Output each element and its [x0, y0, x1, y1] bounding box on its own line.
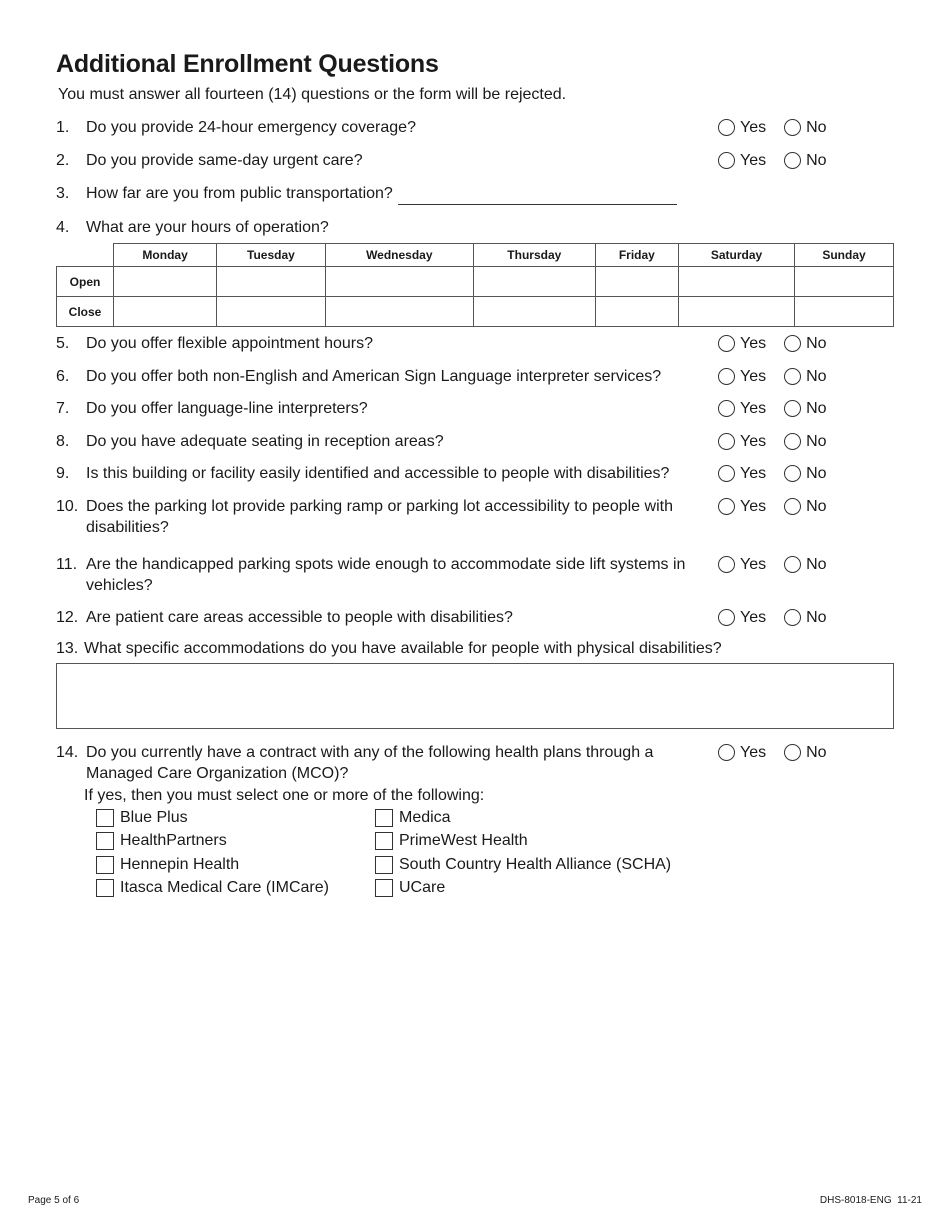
question-2 [56, 150, 716, 171]
radio-no[interactable] [784, 433, 801, 450]
checkbox-box[interactable] [375, 832, 393, 850]
radio-yes[interactable] [718, 556, 735, 573]
hours-cell[interactable] [473, 267, 595, 297]
yes-option[interactable] [718, 607, 766, 628]
checkbox-hennepin-health[interactable] [96, 856, 239, 874]
no-option[interactable] [784, 554, 826, 575]
no-label: No [806, 119, 827, 136]
radio-yes[interactable] [718, 335, 735, 352]
question-12 [56, 607, 716, 628]
question-number: 8. [56, 433, 70, 450]
checkbox-healthpartners[interactable] [96, 832, 227, 850]
no-option[interactable] [784, 366, 826, 387]
question-number: 1. [56, 119, 70, 136]
hours-cell[interactable] [595, 297, 678, 327]
radio-no[interactable] [784, 556, 801, 573]
yes-option[interactable] [718, 366, 766, 387]
hours-of-operation-table [56, 243, 894, 327]
question-text: Does the parking lot provide parking ramp or parking lot accessibility to people with disabilities? [86, 498, 673, 536]
radio-no[interactable] [784, 744, 801, 761]
yes-option[interactable] [718, 554, 766, 575]
mco-prompt: If yes, then you must select one or more of the following: [84, 787, 485, 804]
question-text: Do you have adequate seating in reception areas? [86, 433, 444, 450]
checkbox-medica[interactable] [375, 809, 451, 827]
day-header: Friday [595, 244, 678, 267]
hours-cell[interactable] [678, 267, 794, 297]
checkbox-box[interactable] [96, 809, 114, 827]
yes-label: Yes [740, 152, 767, 169]
hours-cell[interactable] [325, 297, 473, 327]
radio-no[interactable] [784, 400, 801, 417]
checkbox-label: HealthPartners [120, 832, 227, 849]
yes-no-group-2 [718, 150, 845, 171]
radio-yes[interactable] [718, 152, 735, 169]
radio-no[interactable] [784, 368, 801, 385]
question-number: 11. [56, 556, 78, 573]
table-row-open [57, 267, 894, 297]
table-corner [57, 244, 114, 267]
no-option[interactable] [784, 742, 826, 763]
no-option[interactable] [784, 463, 826, 484]
hours-cell[interactable] [595, 267, 678, 297]
no-option[interactable] [784, 333, 826, 354]
transportation-distance-field[interactable] [398, 204, 677, 205]
row-label: Open [57, 267, 114, 297]
yes-label: Yes [740, 400, 767, 417]
radio-no[interactable] [784, 498, 801, 515]
question-text: Do you offer both non-English and American Sign Language interpreter services? [86, 368, 662, 385]
hours-cell[interactable] [114, 297, 217, 327]
hours-cell[interactable] [217, 297, 325, 327]
hours-cell[interactable] [473, 297, 595, 327]
question-text: Do you provide same-day urgent care? [86, 152, 363, 169]
radio-yes[interactable] [718, 119, 735, 136]
no-label: No [806, 400, 827, 417]
yes-no-group-11 [718, 554, 845, 575]
question-number: 7. [56, 400, 70, 417]
yes-option[interactable] [718, 742, 766, 763]
checkbox-label: UCare [399, 879, 446, 896]
question-number: 2. [56, 152, 70, 169]
no-label: No [806, 368, 827, 385]
question-text: Do you offer language-line interpreters? [86, 400, 368, 417]
no-option[interactable] [784, 431, 826, 452]
yes-no-group-14 [718, 742, 845, 763]
form-id: DHS-8018-ENG 11-21 [819, 1195, 922, 1206]
checkbox-box[interactable] [375, 879, 393, 897]
question-number: 3. [56, 185, 70, 202]
question-13 [56, 638, 876, 659]
question-text: Are patient care areas accessible to people with disabilities? [86, 609, 513, 626]
yes-label: Yes [740, 609, 767, 626]
question-number: 14. [56, 744, 79, 761]
yes-option[interactable] [718, 398, 766, 419]
no-label: No [806, 433, 827, 450]
yes-no-group-9 [718, 463, 845, 484]
radio-yes[interactable] [718, 744, 735, 761]
yes-label: Yes [740, 556, 767, 573]
radio-no[interactable] [784, 152, 801, 169]
question-text: What are your hours of operation? [86, 219, 329, 236]
checkbox-ucare[interactable] [375, 879, 445, 897]
yes-no-group-6 [718, 366, 845, 387]
no-label: No [806, 465, 827, 482]
question-text: What specific accommodations do you have available for people with physical disabilities? [84, 640, 722, 657]
yes-no-group-12 [718, 607, 845, 628]
no-option[interactable] [784, 496, 826, 517]
question-14 [56, 742, 696, 784]
question-4 [56, 217, 716, 238]
checkbox-box[interactable] [375, 809, 393, 827]
checkbox-primewest-health[interactable] [375, 832, 528, 850]
checkbox-label: Itasca Medical Care (IMCare) [120, 879, 329, 896]
yes-no-group-8 [718, 431, 845, 452]
yes-no-group-5 [718, 333, 845, 354]
no-option[interactable] [784, 398, 826, 419]
yes-option[interactable] [718, 333, 766, 354]
question-text: Is this building or facility easily identified and accessible to people with disabilities? [86, 465, 670, 482]
yes-no-group-10 [718, 496, 845, 517]
table-header-row [57, 244, 894, 267]
accommodations-textarea[interactable] [56, 663, 894, 729]
question-3 [56, 183, 716, 204]
hours-cell[interactable] [678, 297, 794, 327]
checkbox-blue-plus[interactable] [96, 809, 188, 827]
question-number: 6. [56, 368, 70, 385]
yes-label: Yes [740, 744, 767, 761]
page-title: Additional Enrollment Questions [56, 50, 439, 78]
question-6 [56, 366, 716, 387]
day-header: Thursday [473, 244, 595, 267]
yes-label: Yes [740, 433, 767, 450]
question-number: 10. [56, 498, 79, 515]
no-label: No [806, 609, 827, 626]
checkbox-label: Medica [399, 809, 451, 826]
radio-yes[interactable] [718, 609, 735, 626]
no-label: No [806, 744, 827, 761]
radio-yes[interactable] [718, 368, 735, 385]
no-option[interactable] [784, 607, 826, 628]
yes-option[interactable] [718, 117, 766, 138]
hours-cell[interactable] [114, 267, 217, 297]
question-11 [56, 554, 696, 596]
question-number: 12. [56, 609, 79, 626]
question-text: How far are you from public transportation? [86, 185, 393, 202]
question-7 [56, 398, 716, 419]
no-label: No [806, 498, 827, 515]
radio-yes[interactable] [718, 498, 735, 515]
question-text: Do you currently have a contract with any of the following health plans through a Managed Care Organization (MCO)? [86, 744, 654, 782]
day-header: Monday [114, 244, 217, 267]
yes-option[interactable] [718, 431, 766, 452]
no-option[interactable] [784, 117, 826, 138]
yes-option[interactable] [718, 496, 766, 517]
no-label: No [806, 556, 827, 573]
page-number: Page 5 of 6 [28, 1195, 80, 1206]
hours-cell[interactable] [795, 267, 894, 297]
yes-label: Yes [740, 119, 767, 136]
row-label: Close [57, 297, 114, 327]
day-header: Tuesday [217, 244, 325, 267]
hours-cell[interactable] [325, 267, 473, 297]
question-text: Are the handicapped parking spots wide enough to accommodate side lift systems in vehicles? [86, 556, 686, 594]
radio-yes[interactable] [718, 433, 735, 450]
checkbox-box[interactable] [96, 832, 114, 850]
radio-no[interactable] [784, 609, 801, 626]
checkbox-box[interactable] [375, 856, 393, 874]
table-row-close [57, 297, 894, 327]
yes-label: Yes [740, 335, 767, 352]
question-5 [56, 333, 716, 354]
radio-no[interactable] [784, 465, 801, 482]
checkbox-label: Hennepin Health [120, 856, 240, 873]
no-option[interactable] [784, 150, 826, 171]
question-text: Do you offer flexible appointment hours? [86, 335, 373, 352]
question-9 [56, 463, 716, 484]
checkbox-label: South Country Health Alliance (SCHA) [399, 856, 672, 873]
question-10 [56, 496, 696, 538]
question-1 [56, 117, 716, 138]
checkbox-box[interactable] [96, 856, 114, 874]
question-number: 13. [56, 640, 79, 657]
day-header: Sunday [795, 244, 894, 267]
yes-label: Yes [740, 498, 767, 515]
radio-yes[interactable] [718, 465, 735, 482]
question-text: Do you provide 24-hour emergency coverage? [86, 119, 416, 136]
no-label: No [806, 335, 827, 352]
day-header: Saturday [678, 244, 794, 267]
radio-yes[interactable] [718, 400, 735, 417]
radio-no[interactable] [784, 119, 801, 136]
checkbox-label: Blue Plus [120, 809, 188, 826]
hours-cell[interactable] [795, 297, 894, 327]
yes-label: Yes [740, 368, 767, 385]
yes-no-group-1 [718, 117, 845, 138]
checkbox-label: PrimeWest Health [399, 832, 528, 849]
question-number: 5. [56, 335, 70, 352]
instructions: You must answer all fourteen (14) questions or the form will be rejected. [58, 86, 567, 103]
checkbox-itasca-medical-care[interactable] [96, 879, 329, 897]
checkbox-scha[interactable] [375, 856, 671, 874]
yes-option[interactable] [718, 463, 766, 484]
yes-option[interactable] [718, 150, 766, 171]
question-8 [56, 431, 716, 452]
question-number: 9. [56, 465, 70, 482]
yes-label: Yes [740, 465, 767, 482]
yes-no-group-7 [718, 398, 845, 419]
no-label: No [806, 152, 827, 169]
day-header: Wednesday [325, 244, 473, 267]
question-number: 4. [56, 219, 70, 236]
radio-no[interactable] [784, 335, 801, 352]
hours-cell[interactable] [217, 267, 325, 297]
checkbox-box[interactable] [96, 879, 114, 897]
